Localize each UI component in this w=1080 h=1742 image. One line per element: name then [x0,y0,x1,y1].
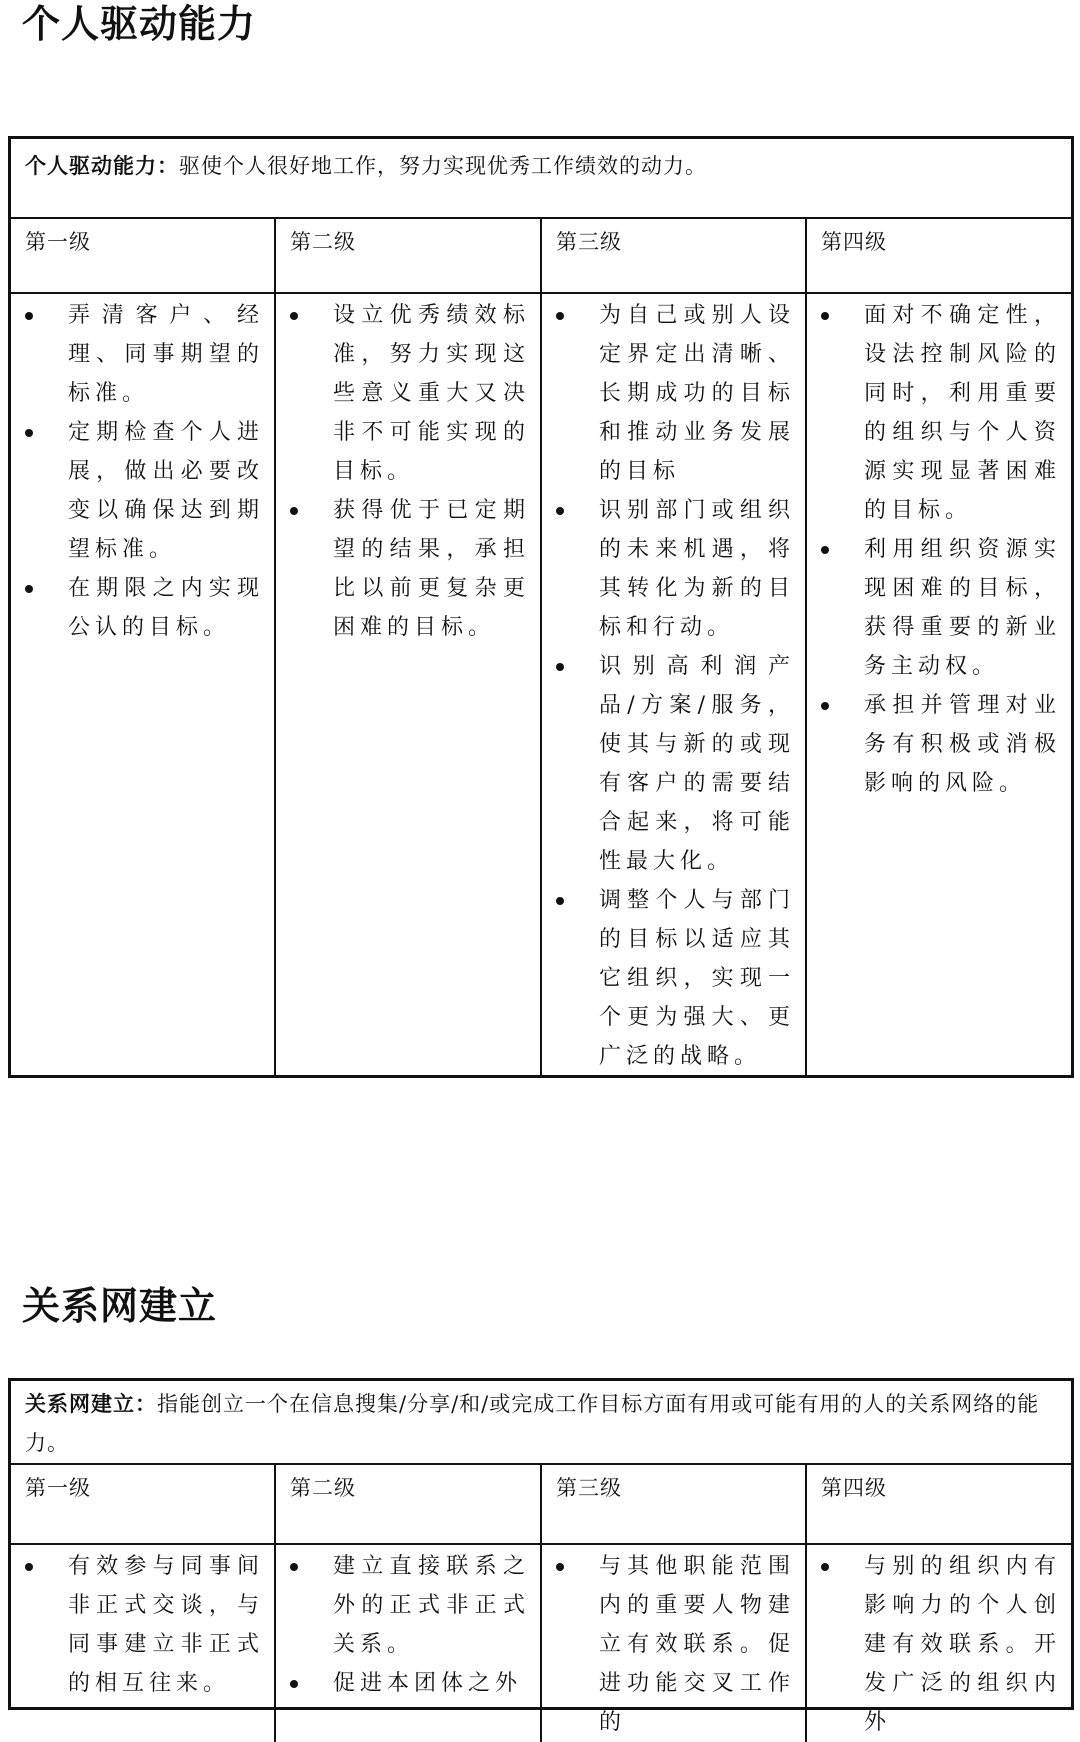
bullet-icon [821,312,829,320]
behavior-text: 设立优秀绩效标准，努力实现这些意义重大又决非不可能实现的目标。 [333,303,530,484]
bullet-icon [25,585,33,593]
behavior-item [542,1547,795,1742]
behavior-text: 面对不确定性，设法控制风险的同时，利用重要的组织与个人资源实现显著困难的目标。 [864,303,1061,523]
bullet-icon [556,312,564,320]
behavior-item [11,569,264,647]
level-header-row [11,1465,1071,1545]
bullet-icon [25,1563,33,1571]
competency-table-networking [8,1378,1074,1735]
level-header-3: 第三级 [542,219,807,292]
behavior-item [276,1547,530,1664]
competency-table-personal-drive [8,136,1074,1078]
behavior-text: 定期检查个人进展，做出必要改变以确保达到期望标准。 [68,420,264,562]
behavior-item [276,296,530,491]
behavior-item [807,1547,1061,1742]
level-header-row [11,219,1071,294]
behavior-item [807,530,1061,686]
level-header-2: 第二级 [276,219,542,292]
behavior-text: 建立直接联系之外的正式非正式关系。 [333,1554,530,1657]
behavior-text: 弄清客户、经理、同事期望的标准。 [68,303,264,406]
bullet-icon [556,1563,564,1571]
behavior-item [11,1547,264,1703]
bullet-icon [556,663,564,671]
level-1-behaviors [11,1545,276,1742]
level-3-behaviors [542,294,807,1076]
definition-term: 个人驱动能力： [25,154,179,178]
bullet-icon [290,1680,298,1688]
behavior-item [276,491,530,647]
definition-term: 关系网建立： [25,1392,157,1416]
level-header-4: 第四级 [821,1476,887,1500]
behavior-text: 调整个人与部门的目标以适应其它组织，实现一个更为强大、更广泛的战略。 [599,888,795,1069]
level-1-behaviors [11,294,276,1076]
level-4-behaviors [807,1545,1071,1742]
bullet-icon [556,897,564,905]
behavior-text: 为自己或别人设定界定出清晰、长期成功的目标和推动业务发展的目标 [599,303,795,484]
behavior-text: 利用组织资源实现困难的目标，获得重要的新业务主动权。 [864,537,1061,679]
behavior-item [807,296,1061,530]
behavior-text: 识别部门或组织的未来机遇，将其转化为新的目标和行动。 [599,498,795,640]
definition-row [11,139,1071,219]
level-2-behaviors [276,294,542,1076]
level-header-4: 第四级 [821,230,887,254]
behavior-text: 获得优于已定期望的结果，承担比以前更复杂更困难的目标。 [333,498,530,640]
behavior-item [11,296,264,413]
level-header-1: 第一级 [11,1465,276,1543]
behavior-item [542,491,795,647]
level-4-behaviors [807,294,1071,1076]
behavior-row [11,1545,1071,1735]
definition-text: 指能创立一个在信息搜集/分享/和/或完成工作目标方面有用或可能有用的人的关系网络的能力。 [25,1392,1040,1455]
behavior-item [807,686,1061,803]
behavior-text: 与别的组织内有影响力的个人创建有效联系。开发广泛的组织内外 [864,1554,1061,1735]
behavior-text: 促进本团体之外 [333,1671,523,1696]
bullet-icon [821,1563,829,1571]
bullet-icon [290,1563,298,1571]
definition-row [11,1381,1071,1465]
behavior-item [542,647,795,881]
behavior-text: 有效参与同事间非正式交谈，与同事建立非正式的相互往来。 [68,1554,264,1696]
level-2-behaviors [276,1545,542,1742]
behavior-row [11,294,1071,1075]
bullet-icon [290,507,298,515]
bullet-icon [25,312,33,320]
behavior-item [11,413,264,569]
section-title-networking: 关系网建立 [22,1284,218,1328]
behavior-text: 与其他职能范围内的重要人物建立有效联系。促进功能交叉工作的 [599,1554,795,1735]
level-3-behaviors [542,1545,807,1742]
bullet-icon [290,312,298,320]
behavior-item [276,1664,530,1703]
bullet-icon [25,429,33,437]
level-header-2: 第二级 [276,1465,542,1543]
level-header-3: 第三级 [542,1465,807,1543]
behavior-item [542,881,795,1076]
section-title-personal-drive: 个人驱动能力 [22,2,257,46]
behavior-item [542,296,795,491]
bullet-icon [821,546,829,554]
definition-text: 驱使个人很好地工作，努力实现优秀工作绩效的动力。 [179,154,707,178]
bullet-icon [556,507,564,515]
level-header-1: 第一级 [11,219,276,292]
behavior-text: 识别高利润产品/方案/服务，使其与新的或现有客户的需要结合起来，将可能性最大化。 [599,654,795,874]
behavior-text: 在期限之内实现公认的目标。 [68,576,264,640]
behavior-text: 承担并管理对业务有积极或消极影响的风险。 [864,693,1061,796]
bullet-icon [821,702,829,710]
